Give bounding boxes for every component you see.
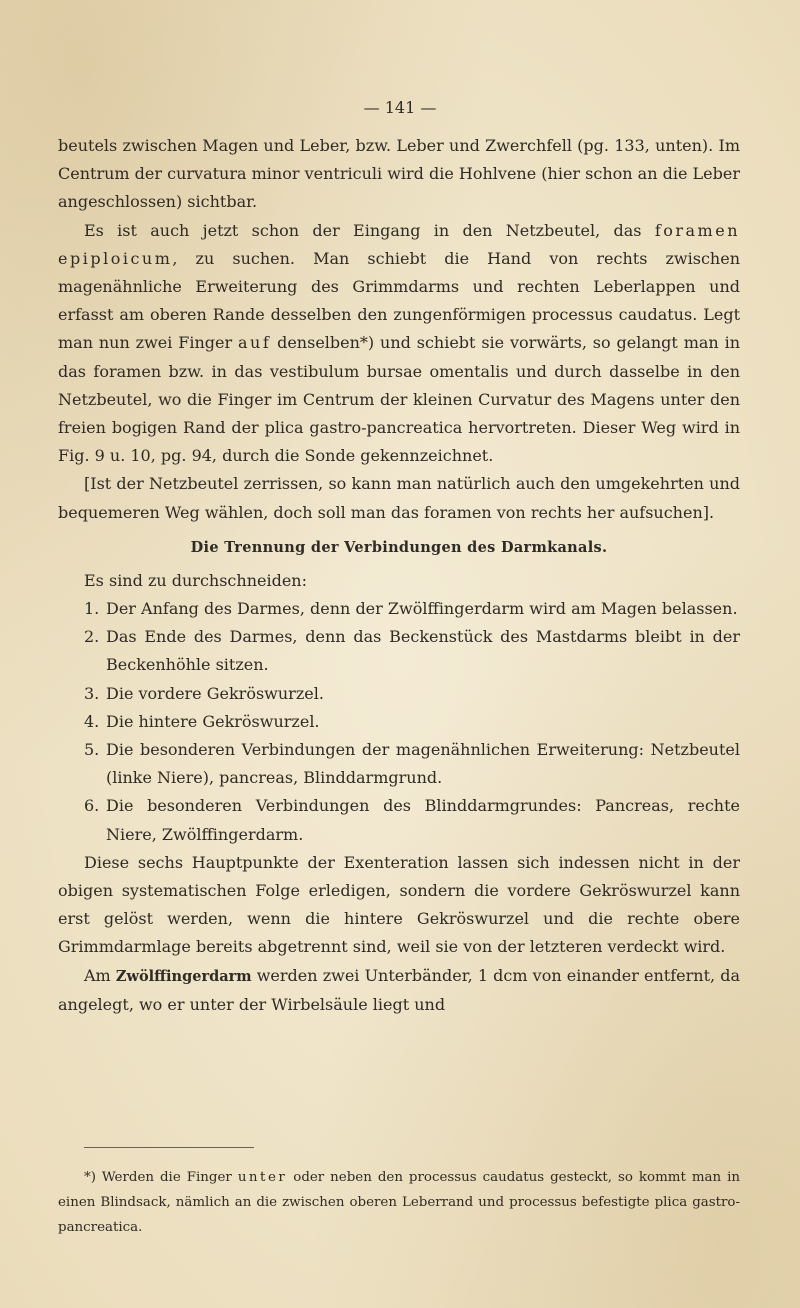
section-heading: Die Trennung der Verbindungen des Darmkanals. [190, 538, 608, 556]
steps-list [58, 595, 740, 849]
paragraph-4: Diese sechs Hauptpunkte der Exenteration lassen sich indessen nicht in der obigen systematischen Folge erledigen, sondern die vordere Gekröswurzel kann erst gelöst werden, wenn die hintere Gekröswurzel und die rechte obere Grimmdarmlage bereits abgetrennt sind, weil sie von der letzteren verdeckt wird. [58, 852, 740, 957]
list-item [84, 595, 740, 623]
paragraph-2-part-b: , zu suchen. Man schiebt die Hand von rechts zwischen magenähnliche Erweiterung des Grimmdarms und rechten Leberlappen und erfasst am oberen Rande desselben den zungenförmigen processus caudatus. Legt man nun zwei Finger [58, 248, 740, 353]
paragraph-2-part-a: Es ist auch jetzt schon der Eingang in den Netzbeutel, das [84, 220, 655, 240]
paragraph-5 [58, 962, 740, 1019]
list-item [84, 736, 740, 792]
list-item-number: 4. [84, 711, 100, 731]
list-item [84, 792, 740, 848]
list-item-number: 6. [84, 796, 100, 816]
list-item-text: Das Ende des Darmes, denn das Beckenstück des Mastdarms bleibt in der Beckenhöhle sitzen. [106, 627, 740, 675]
paragraph-2 [58, 217, 740, 471]
main-text [58, 132, 740, 1019]
footnote [58, 1165, 740, 1240]
footnote-part-a: *) Werden die Finger [84, 1170, 238, 1186]
list-item-text: Die hintere Gekröswurzel. [106, 711, 320, 731]
term-auf: auf [237, 333, 272, 353]
term-foramen-epiploicum: foramen epiploicum [58, 220, 740, 268]
paragraph-5-part-a: Am [84, 965, 116, 985]
term-unter: unter [237, 1170, 288, 1186]
page-number: — 141 — [363, 98, 437, 117]
list-item-number: 2. [84, 627, 100, 647]
list-item-text: Die vordere Gekröswurzel. [106, 683, 324, 703]
footnote-divider [84, 1147, 254, 1148]
list-item [84, 623, 740, 679]
list-item-text: Die besonderen Verbindungen des Blinddarmgrundes: Pancreas, rechte Niere, Zwölffingerdarm. [106, 796, 740, 844]
list-item [84, 680, 740, 708]
list-item-text: Der Anfang des Darmes, denn der Zwölffingerdarm wird am Magen belassen. [106, 599, 738, 619]
term-zwoelffingerdarm: Zwölffingerdarm [115, 967, 252, 985]
list-item [84, 708, 740, 736]
paragraph-1: beutels zwischen Magen und Leber, bzw. Leber und Zwerchfell (pg. 133, unten). Im Centrum der curvatura minor ventriculi wird die Hohlvene (hier schon an die Leber angeschlossen) sichtbar. [58, 136, 740, 212]
list-item-number: 3. [84, 683, 100, 703]
list-item-number: 1. [84, 599, 100, 619]
list-intro: Es sind zu durchschneiden: [84, 570, 307, 590]
footnote-part-b: oder neben den processus caudatus gesteckt, so kommt man in einen Blindsack, nämlich an die zwischen oberen Leberrand und processus befestigte plica gastro-pancreatica. [58, 1170, 741, 1236]
paragraph-2-part-c: denselben*) und schiebt sie vorwärts, so gelangt man in das foramen bzw. in das vestibulum bursae omentalis und durch dasselbe in den Netzbeutel, wo die Finger im Centrum der kleinen Curvatur des Magens unter den freien bogigen Rand der plica gastro-pancreatica hervortreten. Dieser Weg wird in Fig. 9 u. 10, pg. 94, durch die Sonde gekennzeichnet. [58, 333, 740, 466]
list-item-text: Die besonderen Verbindungen der magenähnlichen Erweiterung: Netzbeutel (linke Niere), pancreas, Blinddarmgrund. [106, 740, 740, 788]
paragraph-5-part-b: werden zwei Unterbänder, 1 dcm von einander entfernt, da angelegt, wo er unter der Wirbelsäule liegt und [58, 965, 741, 1014]
paragraph-3: [Ist der Netzbeutel zerrissen, so kann man natürlich auch den umgekehrten und bequemeren Weg wählen, doch soll man das foramen von rechts her aufsuchen]. [58, 474, 740, 522]
list-item-number: 5. [84, 740, 100, 760]
